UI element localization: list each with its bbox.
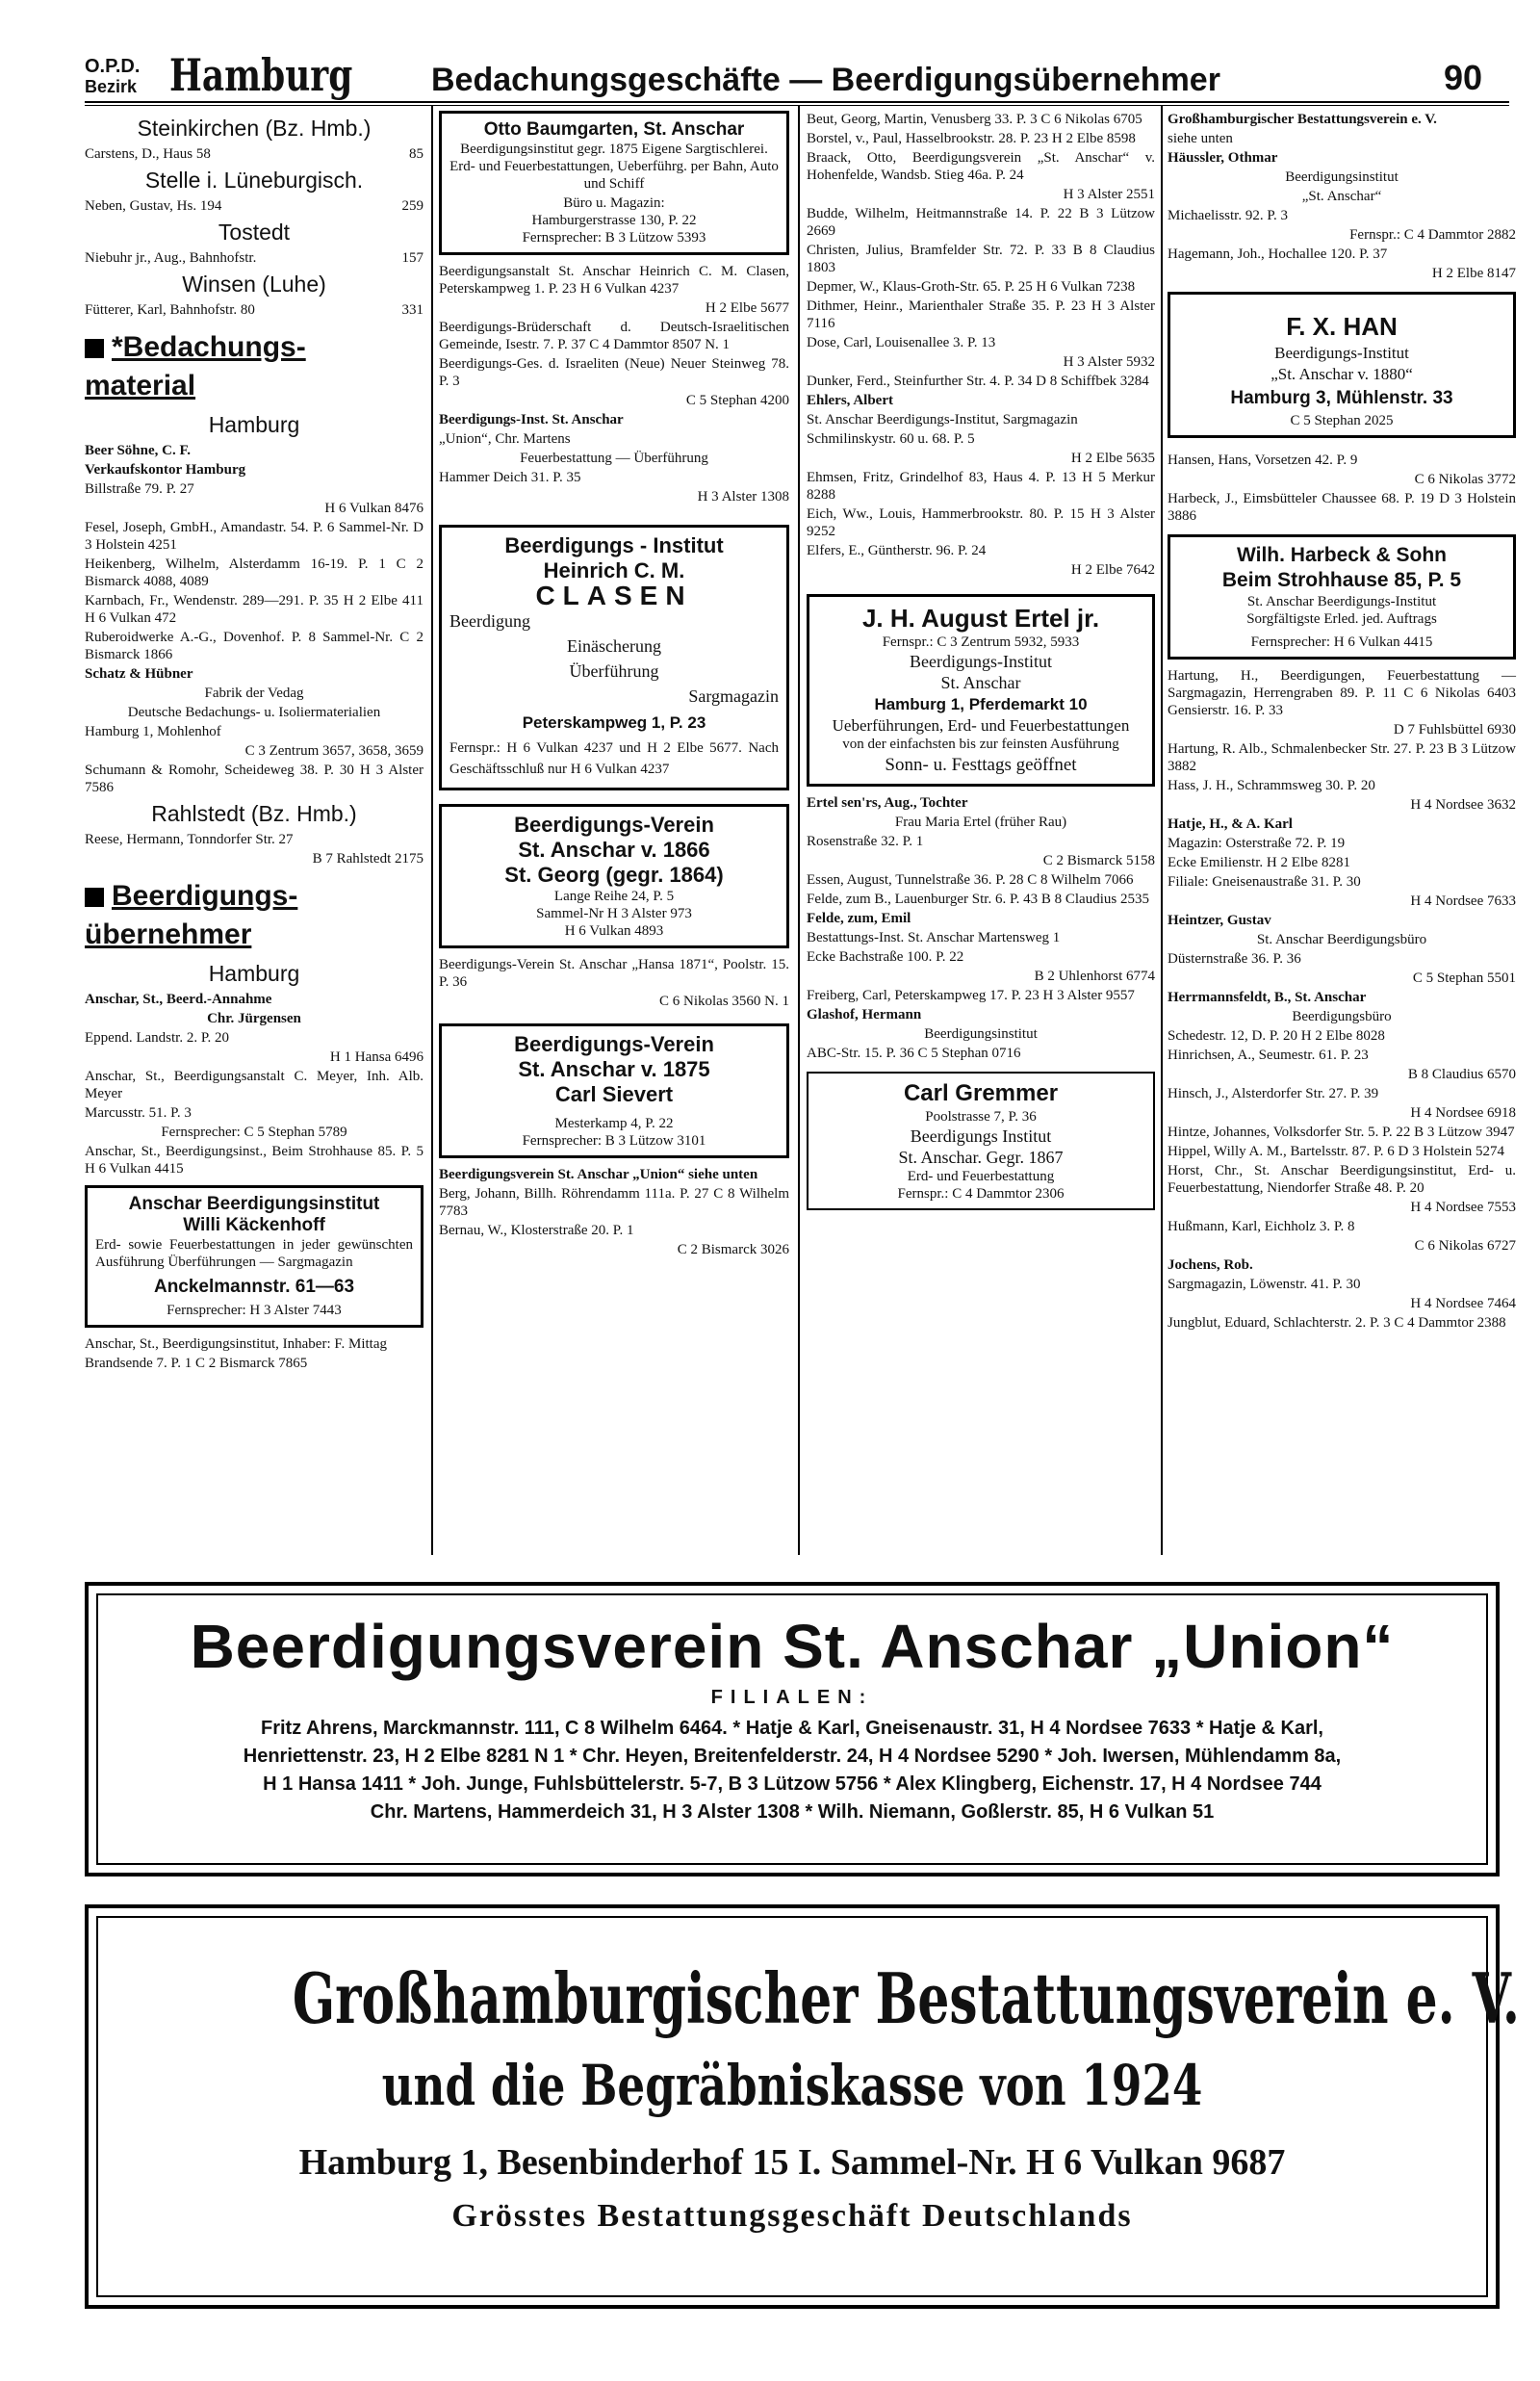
list-item: Beerdigungsverein St. Anschar „Union“ siehe unten — [439, 1167, 758, 1182]
ad-union-branch-line: Fritz Ahrens, Marckmannstr. 111, C 8 Wilhelm 6464. * Hatje & Karl, Gneisenaustr. 31, H 4 Nordsee 7633 * Hatje & Karl, — [261, 1718, 1323, 1739]
list-item — [85, 249, 424, 267]
ad-phone: Fernsprecher: H 6 Vulkan 4415 — [1250, 634, 1433, 650]
entry-phone: H 2 Elbe 8147 — [1431, 266, 1516, 281]
ad-box-verein-1875 — [439, 1023, 789, 1158]
ad-phone: Fernspr.: H 6 Vulkan 4237 und H 2 Elbe 5677. Nach Geschäftsschluß nur H 6 Vulkan 4237 — [449, 740, 779, 777]
location-heading: Stelle i. Lüneburgisch. — [144, 168, 364, 193]
entry-text: Schedestr. 12, D. P. 20 H 2 Elbe 8028 — [1168, 1028, 1385, 1044]
ad-grosshamburg-inner — [96, 1916, 1520, 2297]
entry-phone: C 6 Nikolas 6727 — [1414, 1238, 1516, 1254]
entry-phone: H 2 Elbe 5635 — [1070, 451, 1155, 466]
ad-grosshamburg-banner — [85, 1904, 1520, 2309]
ad-title: Beim Strohhause 85, P. 5 — [1221, 569, 1462, 591]
location-heading: Hamburg — [208, 961, 300, 986]
entry-number: 85 — [409, 146, 424, 162]
entry-text: Brandsende 7. P. 1 C 2 Bismarck 7865 — [85, 1356, 308, 1371]
ad-box-kaeckenhoff — [85, 1185, 424, 1328]
header-city: Hamburg — [169, 49, 353, 101]
ad-phone: Fernspr.: C 3 Zentrum 5932, 5933 — [882, 634, 1080, 650]
list-item: Hippel, Willy A. M., Bartelsstr. 87. P. 6 D 3 Holstein 5274 — [1168, 1144, 1504, 1159]
page-header — [85, 49, 1482, 103]
entry-text: Schmilinskystr. 60 u. 68. P. 5 — [807, 431, 975, 447]
ad-title: Otto Baumgarten, St. Anschar — [483, 119, 745, 140]
entry-text: Ecke Emilienstr. H 2 Elbe 8281 — [1168, 855, 1350, 870]
ad-grosshamburg-address: Hamburg 1, Besenbinderhof 15 I. Sammel-Nr. H 6 Vulkan 9687 — [298, 2142, 1286, 2183]
ad-union-branch-line: H 1 Hansa 1411 * Joh. Junge, Fuhlsbüttelerstr. 5-7, B 3 Lützow 5756 * Alex Klingberg, Eichenstr. 17, H 4 Nordsee 744 — [263, 1773, 1322, 1795]
ad-box-harbeck — [1168, 534, 1516, 660]
page-title: Bedachungsgeschäfte — Beerdigungsübernehmer — [431, 62, 1220, 98]
entry-name: Ertel sen'rs, Aug., Tochter — [807, 795, 968, 811]
entry-text: Fütterer, Karl, Bahnhofstr. 80 — [85, 302, 255, 318]
list-item: Depmer, W., Klaus-Groth-Str. 65. P. 25 H 6 Vulkan 7238 — [807, 279, 1136, 295]
list-item: Beut, Georg, Martin, Venusberg 33. P. 3 C 6 Nikolas 6705 — [807, 112, 1142, 127]
header-rule-thin — [85, 105, 1509, 106]
entry-phone: H 1 Hansa 6496 — [329, 1049, 424, 1065]
entry-name: Ehlers, Albert — [807, 393, 893, 408]
ad-grosshamburg-subheadline: und die Begräbniskasse von 1924 — [381, 2053, 1203, 2118]
ad-title: Heinrich C. M. — [543, 558, 685, 582]
section-marker-icon — [85, 888, 104, 907]
entry-phone: C 6 Nikolas 3560 N. 1 — [659, 994, 789, 1009]
entry-phone: H 4 Nordsee 7633 — [1410, 893, 1516, 909]
location-heading: Hamburg — [208, 412, 300, 437]
entry-phone: D 7 Fuhlsbüttel 6930 — [1393, 722, 1516, 738]
section-title-line: Beerdigungs- — [112, 880, 298, 912]
entry-text: Ecke Bachstraße 100. P. 22 — [807, 949, 964, 965]
ad-union-filialen: FILIALEN: — [710, 1687, 874, 1708]
entry-phone: C 2 Bismarck 5158 — [1042, 853, 1155, 868]
list-item — [85, 145, 424, 163]
entry-name: Großhamburgischer Bestattungsverein e. V. — [1168, 112, 1437, 127]
list-item: Harbeck, J., Eimsbütteler Chaussee 68. P. 19 D 3 Holstein 3886 — [1168, 491, 1516, 524]
ad-phone: Fernsprecher: B 3 Lützow 3101 — [522, 1133, 706, 1149]
list-item: Anschar, St., Beerdigungsanstalt C. Meyer, Inh. Alb. Meyer — [85, 1069, 424, 1101]
ad-text: Ueberführungen, Erd- und Feuerbestattungen — [832, 716, 1130, 735]
entry-number: 259 — [401, 198, 424, 214]
ad-box-han — [1168, 292, 1516, 438]
column-1 — [85, 111, 424, 1374]
list-item: Hintze, Johannes, Volksdorfer Str. 5. P. 22 B 3 Lützow 3947 — [1168, 1125, 1515, 1140]
ad-text: Beerdigungsinstitut gegr. 1875 Eigene Sargtischlerei. Erd- und Feuerbestattungen, Ueberführg. per Bahn, Auto und Schiff — [449, 142, 779, 192]
ad-phone: Sammel-Nr H 3 Alster 973 — [536, 906, 692, 921]
ad-grosshamburg-slogan: Grösstes Bestattungsgeschäft Deutschlands — [451, 2198, 1133, 2234]
entry-text: Fabrik der Vedag — [204, 686, 304, 701]
list-item: Fesel, Joseph, GmbH., Amandastr. 54. P. 6 Sammel-Nr. D 3 Holstein 4251 — [85, 520, 424, 553]
list-item: Felde, zum B., Lauenburger Str. 6. P. 43 B 8 Claudius 2535 — [807, 892, 1149, 907]
entry-text: Reese, Hermann, Tonndorfer Str. 27 — [85, 832, 294, 847]
location-heading: Steinkirchen (Bz. Hmb.) — [137, 116, 372, 141]
entry-text: Filiale: Gneisenaustraße 31. P. 30 — [1168, 874, 1361, 890]
ad-box-ertel — [807, 594, 1155, 787]
column-divider — [1161, 106, 1163, 1555]
entry-text: Billstraße 79. P. 27 — [85, 481, 194, 497]
entry-phone: H 4 Nordsee 7553 — [1410, 1200, 1516, 1215]
entry-name: Verkaufskontor Hamburg — [85, 462, 246, 478]
ad-title: Carl Gremmer — [903, 1080, 1059, 1106]
entry-phone: Fernspr.: C 4 Dammtor 2882 — [1349, 227, 1516, 243]
ad-union-inner — [96, 1593, 1488, 1865]
list-item: Hartung, H., Beerdigungen, Feuerbestattung — Sargmagazin, Herrengraben 89. P. 11 C 6 Nikolas 6403 Gensierstr. 16. P. 33 — [1168, 668, 1516, 718]
entry-text: Michaelisstr. 92. P. 3 — [1168, 208, 1289, 223]
ad-title: Carl Sievert — [554, 1082, 674, 1106]
entry-text: Eppend. Landstr. 2. P. 20 — [85, 1030, 229, 1046]
list-item — [85, 301, 424, 319]
entry-text: Beerdigungsinstitut — [1285, 169, 1399, 185]
ad-text: Sonn- u. Festtags geöffnet — [885, 755, 1077, 775]
list-item: Hußmann, Karl, Eichholz 3. P. 8 — [1168, 1219, 1355, 1234]
entry-text: Hamburg 1, Mohlenhof — [85, 724, 221, 739]
list-item: Beerdigungsanstalt St. Anschar Heinrich C. M. Clasen, Peterskampweg 1. P. 23 H 6 Vulkan 4237 — [439, 264, 789, 297]
list-item: Anschar, St., Beerdigungsinst., Beim Strohhause 85. P. 5 H 6 Vulkan 4415 — [85, 1144, 424, 1177]
header-bezirk: Bezirk — [85, 77, 138, 96]
ad-title: Beerdigungs - Institut — [504, 533, 724, 557]
ad-union-branch-line: Henriettenstr. 23, H 2 Elbe 8281 N 1 * Chr. Heyen, Breitenfelderstr. 24, H 4 Nordsee 5290 * Joh. Iwersen, Mühlendamm 8a, — [243, 1746, 1342, 1767]
ad-union-branch-line: Chr. Martens, Hammerdeich 31, H 3 Alster 1308 * Wilh. Niemann, Goßlerstr. 85, H 6 Vulkan 51 — [370, 1801, 1215, 1823]
entry-phone: B 8 Claudius 6570 — [1407, 1067, 1516, 1082]
entry-name: Glashof, Hermann — [807, 1007, 922, 1022]
list-item: Hinrichsen, A., Seumestr. 61. P. 23 — [1168, 1048, 1369, 1063]
ad-title: Wilh. Harbeck & Sohn — [1236, 544, 1447, 566]
entry-phone: H 3 Alster 1308 — [697, 489, 789, 505]
list-item: Budde, Wilhelm, Heitmannstraße 14. P. 22 B 3 Lützow 2669 — [807, 206, 1155, 239]
entry-name: Herrmannsfeldt, B., St. Anschar — [1168, 990, 1367, 1005]
entry-phone: B 2 Uhlenhorst 6774 — [1034, 969, 1155, 984]
entry-text: Bestattungs-Inst. St. Anschar Martensweg 1 — [807, 930, 1061, 945]
ad-text: Sorgfältigste Erled. jed. Auftrags — [1246, 611, 1437, 627]
location-heading: Winsen (Luhe) — [182, 272, 326, 297]
list-item: Eich, Ww., Louis, Hammerbrookstr. 80. P. 15 H 3 Alster 9252 — [807, 506, 1155, 539]
list-item: Borstel, v., Paul, Hasselbrookstr. 28. P. 23 H 2 Elbe 8598 — [807, 131, 1136, 146]
ad-title: Beerdigungs-Verein — [514, 1032, 714, 1056]
ad-text: Erd- sowie Feuerbestattungen in jeder gewünschten Ausführung Überführungen — Sargmagazin — [95, 1237, 413, 1270]
entry-text: St. Anschar Beerdigungs-Institut, Sargmagazin — [807, 412, 1078, 427]
list-item: Heikenberg, Wilhelm, Alsterdamm 16-19. P. 1 C 2 Bismarck 4088, 4089 — [85, 556, 424, 589]
entry-name: Anschar, St., Beerd.-Annahme — [85, 992, 272, 1007]
list-item: Karnbach, Fr., Wendenstr. 289—291. P. 35 H 2 Elbe 411 H 6 Vulkan 472 — [85, 593, 424, 626]
entry-name: Beer Söhne, C. F. — [85, 443, 192, 458]
list-item: Dithmer, Heinr., Marienthaler Straße 35. P. 23 H 3 Alster 7116 — [807, 298, 1155, 331]
header-rule — [85, 101, 1509, 103]
ad-box-gremmer — [807, 1072, 1155, 1210]
column-divider — [431, 106, 433, 1555]
entry-text: Niebuhr jr., Aug., Bahnhofstr. — [85, 250, 257, 266]
list-item: Essen, August, Tunnelstraße 36. P. 28 C 8 Wilhelm 7066 — [807, 872, 1134, 888]
entry-phone: H 4 Nordsee 3632 — [1410, 797, 1516, 813]
list-item: Freiberg, Carl, Peterskampweg 17. P. 23 H 3 Alster 9557 — [807, 988, 1135, 1003]
ad-text: Beerdigungs-Institut — [1274, 344, 1409, 362]
ad-title: St. Anschar v. 1875 — [518, 1057, 710, 1081]
ad-address: Hamburg 1, Pferdemarkt 10 — [874, 695, 1088, 713]
location-heading: Rahlstedt (Bz. Hmb.) — [151, 801, 357, 826]
list-item: Jungblut, Eduard, Schlachterstr. 2. P. 3 C 4 Dammtor 2388 — [1168, 1315, 1506, 1331]
list-item: Berg, Johann, Billh. Röhrendamm 111a. P. 27 C 8 Wilhelm 7783 — [439, 1186, 789, 1219]
entry-phone: C 6 Nikolas 3772 — [1414, 472, 1516, 487]
entry-phone: H 2 Elbe 7642 — [1070, 562, 1155, 578]
ad-title: St. Georg (gegr. 1864) — [504, 863, 724, 887]
entry-text: Magazin: Osterstraße 72. P. 19 — [1168, 836, 1346, 851]
list-item: Ruberoidwerke A.-G., Dovenhof. P. 8 Sammel-Nr. C 2 Bismarck 1866 — [85, 630, 424, 662]
header-opd: O.P.D. — [85, 56, 141, 77]
list-item: Christen, Julius, Bramfelder Str. 72. P. 33 B 8 Claudius 1803 — [807, 243, 1155, 275]
list-item: Dose, Carl, Louisenallee 3. P. 13 — [807, 335, 996, 350]
ad-address: Poolstrasse 7, P. 36 — [925, 1109, 1037, 1125]
list-item: Hansen, Hans, Vorsetzen 42. P. 9 — [1168, 453, 1358, 468]
ad-phone: H 6 Vulkan 4893 — [564, 923, 664, 939]
ad-text: Einäscherung — [567, 636, 661, 656]
section-heading-bedachung — [85, 328, 424, 405]
ad-text: Beerdigungs Institut — [910, 1126, 1052, 1146]
ad-text: Erd- und Feuerbestattung — [907, 1169, 1055, 1184]
entry-phone: Fernsprecher: C 5 Stephan 5789 — [161, 1125, 347, 1140]
ad-title: St. Anschar v. 1866 — [518, 838, 710, 862]
list-item: Horst, Chr., St. Anschar Beerdigungsinstitut, Erd- u. Feuerbestattung, Niendorfer Straße 48. P. 20 — [1168, 1163, 1516, 1196]
entry-phone: H 4 Nordsee 6918 — [1410, 1105, 1516, 1121]
section-title-line: *Bedachungs- — [112, 331, 306, 363]
entry-text: Sargmagazin, Löwenstr. 41. P. 30 — [1168, 1277, 1361, 1292]
list-item: Anschar, St., Beerdigungsinstitut, Inhaber: F. Mittag — [85, 1336, 387, 1352]
ad-phone: Fernsprecher: B 3 Lützow 5393 — [522, 230, 706, 246]
entry-text: Carstens, D., Haus 58 — [85, 146, 211, 162]
ad-phone: C 5 Stephan 2025 — [1290, 413, 1394, 428]
entry-name: Felde, zum, Emil — [807, 911, 911, 926]
entry-phone: B 7 Rahlstedt 2175 — [312, 851, 424, 867]
list-item: Elfers, E., Güntherstr. 96. P. 24 — [807, 543, 987, 558]
ad-box-clasen — [439, 525, 789, 790]
ad-text: St. Anschar Beerdigungs-Institut — [1246, 594, 1437, 609]
section-marker-icon — [85, 339, 104, 358]
ad-text: von der einfachsten bis zur feinsten Ausführung — [842, 737, 1119, 752]
ad-phone: Fernsprecher: H 3 Alster 7443 — [167, 1303, 342, 1318]
entry-phone: H 2 Elbe 5677 — [705, 300, 789, 316]
entry-text: Beerdigungsinstitut — [924, 1026, 1038, 1042]
entry-text: „Union“, Chr. Martens — [439, 431, 571, 447]
ad-text: Beerdigungs-Institut — [910, 652, 1052, 671]
list-item: Beerdigungs-Verein St. Anschar „Hansa 1871“, Poolstr. 15. P. 36 — [439, 957, 789, 990]
ad-title: CLASEN — [535, 581, 693, 610]
entry-name: Beerdigungs-Inst. St. Anschar — [439, 412, 624, 427]
entry-text: Marcusstr. 51. P. 3 — [85, 1105, 192, 1121]
ad-text: „St. Anschar v. 1880“ — [1270, 365, 1413, 383]
section-heading-beerdigung — [85, 877, 424, 954]
entry-text: ABC-Str. 15. P. 36 C 5 Stephan 0716 — [807, 1046, 1021, 1061]
list-item — [85, 197, 424, 215]
entry-name: Häussler, Othmar — [1168, 150, 1278, 166]
ad-phone: Fernspr.: C 4 Dammtor 2306 — [897, 1186, 1065, 1202]
ad-text: Büro u. Magazin: — [563, 195, 665, 211]
entry-phone: C 2 Bismarck 3026 — [677, 1242, 789, 1257]
entry-name: Heintzer, Gustav — [1168, 913, 1271, 928]
ad-address: Lange Reihe 24, P. 5 — [553, 889, 675, 904]
column-divider — [798, 106, 800, 1555]
ad-address: Anckelmannstr. 61—63 — [153, 1277, 355, 1297]
ad-union-headline: Beerdigungsverein St. Anschar „Union“ — [190, 1612, 1395, 1681]
entry-text: Frau Maria Ertel (früher Rau) — [894, 815, 1067, 830]
entry-phone: H 4 Nordsee 7464 — [1410, 1296, 1516, 1311]
list-item: Hartung, R. Alb., Schmalenbecker Str. 27. P. 23 B 3 Lützow 3882 — [1168, 741, 1516, 774]
entry-phone: C 3 Zentrum 3657, 3658, 3659 — [244, 743, 424, 759]
list-item: Ehmsen, Fritz, Grindelhof 83, Haus 4. P. 13 H 5 Merkur 8288 — [807, 470, 1155, 503]
list-item: Hinsch, J., Alsterdorfer Str. 27. P. 39 — [1168, 1086, 1379, 1101]
column-3 — [807, 111, 1155, 1218]
entry-number: 157 — [401, 250, 424, 266]
ad-title: F. X. HAN — [1286, 312, 1398, 341]
list-item: Bernau, W., Klosterstraße 20. P. 1 — [439, 1223, 634, 1238]
entry-phone: H 3 Alster 5932 — [1063, 354, 1155, 370]
ad-text: Beerdigung — [449, 611, 530, 631]
entry-name: Schatz & Hübner — [85, 666, 193, 682]
ad-title: J. H. August Ertel jr. — [861, 604, 1100, 633]
ad-grosshamburg-headline: Großhamburgischer Bestattungsverein e. V. — [292, 1957, 1520, 2039]
entry-text: Rosenstraße 32. P. 1 — [807, 834, 924, 849]
ad-title: Anschar Beerdigungsinstitut — [128, 1194, 380, 1214]
list-item: Braack, Otto, Beerdigungsverein „St. Anschar“ v. Hohenfelde, Wandsb. Stieg 46a. P. 24 — [807, 150, 1155, 183]
entry-number: 331 — [401, 302, 424, 318]
entry-phone: C 5 Stephan 5501 — [1412, 971, 1516, 986]
list-item: Beerdigungs-Ges. d. Israeliten (Neue) Neuer Steinweg 78. P. 3 — [439, 356, 789, 389]
column-4 — [1168, 111, 1516, 1333]
entry-name: Chr. Jürgensen — [207, 1011, 301, 1026]
ad-title: Beerdigungs-Verein — [514, 813, 714, 837]
ad-text: Überführung — [569, 661, 659, 681]
entry-text: Feuerbestattung — Überführung — [520, 451, 708, 466]
entry-text: Beerdigungsbüro — [1292, 1009, 1392, 1024]
ad-address: Hamburgerstrasse 130, P. 22 — [531, 213, 697, 228]
entry-text: Deutsche Bedachungs- u. Isoliermaterialien — [127, 705, 381, 720]
column-2 — [439, 111, 789, 1260]
ad-box-verein-1866 — [439, 804, 789, 948]
list-item: Hagemann, Joh., Hochallee 120. P. 37 — [1168, 246, 1388, 262]
list-item: Beerdigungs-Brüderschaft d. Deutsch-Israelitischen Gemeinde, Isestr. 7. P. 37 C 4 Dammtor 8507 N. 1 — [439, 320, 789, 352]
ad-text: St. Anschar — [940, 673, 1021, 692]
ad-address: Mesterkamp 4, P. 22 — [554, 1116, 674, 1131]
entry-phone: C 5 Stephan 4200 — [685, 393, 789, 408]
ad-text: St. Anschar. Gegr. 1867 — [898, 1148, 1064, 1167]
entry-text: Düsternstraße 36. P. 36 — [1168, 951, 1301, 967]
entry-text: „St. Anschar“ — [1301, 189, 1382, 204]
entry-name: Jochens, Rob. — [1168, 1257, 1253, 1273]
list-item: Hass, J. H., Schrammsweg 30. P. 20 — [1168, 778, 1375, 793]
entry-text: Neben, Gustav, Hs. 194 — [85, 198, 222, 214]
ad-union-banner — [85, 1582, 1500, 1876]
entry-text: Hammer Deich 31. P. 35 — [439, 470, 581, 485]
entry-phone: H 6 Vulkan 8476 — [324, 501, 424, 516]
ad-box-baumgarten — [439, 111, 789, 255]
ad-title: Willi Käckenhoff — [183, 1215, 325, 1235]
entry-phone: H 3 Alster 2551 — [1063, 187, 1155, 202]
list-item: Dunker, Ferd., Steinfurther Str. 4. P. 34 D 8 Schiffbek 3284 — [807, 374, 1149, 389]
list-item: Schumann & Romohr, Scheideweg 38. P. 30 H 3 Alster 7586 — [85, 763, 424, 795]
ad-address: Hamburg 3, Mühlenstr. 33 — [1230, 388, 1453, 408]
entry-text: siehe unten — [1168, 131, 1233, 146]
location-heading: Tostedt — [218, 220, 291, 245]
entry-text: St. Anschar Beerdigungsbüro — [1256, 932, 1427, 947]
ad-text: Sargmagazin — [688, 686, 779, 706]
page-number: 90 — [1443, 58, 1482, 97]
ad-address: Peterskampweg 1, P. 23 — [522, 713, 706, 732]
section-title-line: material — [85, 370, 196, 401]
section-title-line: übernehmer — [85, 919, 252, 950]
entry-name: Hatje, H., & A. Karl — [1168, 816, 1293, 832]
